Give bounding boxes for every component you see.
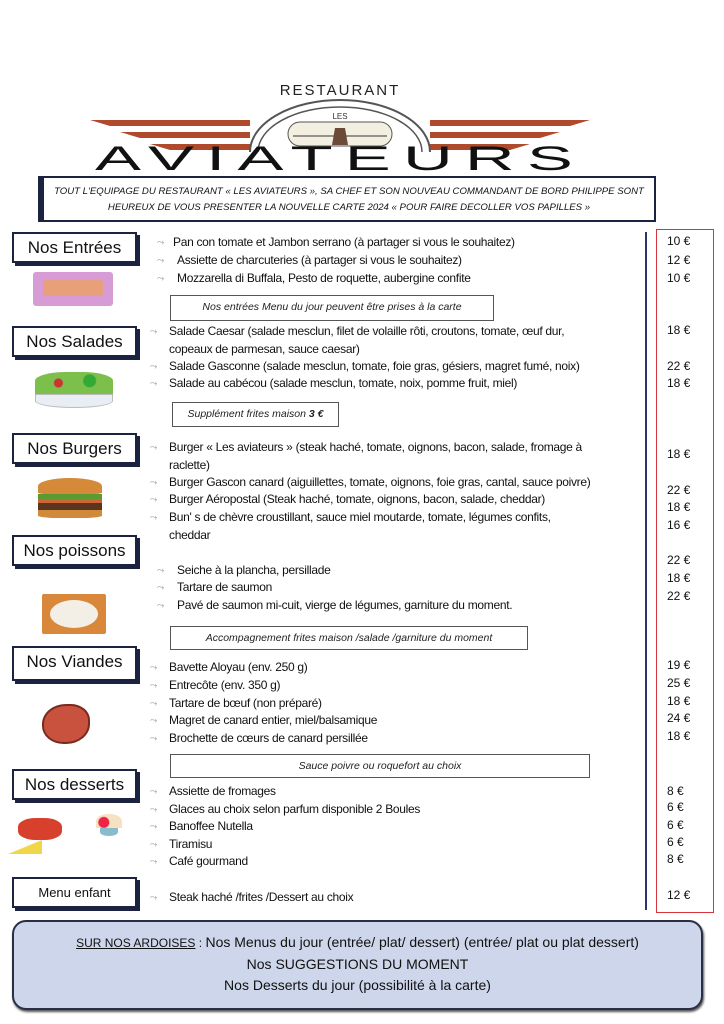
price: 22 €: [667, 589, 691, 603]
bullet-icon: ⤳: [150, 892, 158, 902]
price: 18 €: [667, 323, 691, 337]
section-title-burgers: Nos Burgers: [12, 433, 137, 464]
logo-les: LES: [332, 112, 348, 121]
note-text: Supplément frites maison: [187, 408, 306, 420]
bullet-icon: ⤳: [157, 255, 165, 265]
price: 25 €: [667, 676, 691, 690]
slate-line: Nos SUGGESTIONS DU MOMENT: [246, 956, 469, 972]
menu-item: Tiramisu: [169, 837, 213, 851]
menu-item: Pan con tomate et Jambon serrano (à partager si vous le souhaitez): [173, 235, 515, 249]
section-title-viandes: Nos Viandes: [12, 646, 137, 681]
bullet-icon: ⤳: [150, 821, 158, 831]
menu-item: Assiette de fromages: [169, 784, 276, 798]
ice-cream-icon: [92, 814, 126, 844]
price: 16 €: [667, 518, 691, 532]
menu-item: Pavé de saumon mi-cuit, vierge de légumes, garniture du moment.: [177, 598, 513, 612]
bullet-icon: ⤳: [157, 600, 165, 610]
price: 18 €: [667, 571, 691, 585]
bullet-icon: ⤳: [150, 662, 158, 672]
bullet-icon: ⤳: [150, 477, 158, 487]
intro-line: HEUREUX DE VOUS PRESENTER LA NOUVELLE CARTE 2024 « POUR FAIRE DECOLLER VOS PAPILLES »: [107, 202, 591, 213]
bullet-icon: ⤳: [150, 512, 158, 522]
bullet-icon: ⤳: [157, 565, 165, 575]
bullet-icon: ⤳: [150, 361, 158, 371]
menu-item: Café gourmand: [169, 854, 248, 868]
price: 6 €: [667, 835, 684, 849]
bullet-icon: ⤳: [150, 839, 158, 849]
bullet-icon: ⤳: [150, 804, 158, 814]
section-title-entrees: Nos Entrées: [12, 232, 137, 263]
section-title-salades: Nos Salades: [12, 326, 137, 357]
divider-line: [645, 232, 647, 910]
menu-item: Salade Gasconne (salade mesclun, tomate, foie gras, gésiers, magret fumé, noix): [169, 359, 580, 373]
price: 8 €: [667, 784, 684, 798]
salad-photo: [35, 368, 113, 408]
price: 8 €: [667, 852, 684, 866]
menu-item: Burger Aéropostal (Steak haché, tomate, oignons, bacon, salade, cheddar): [169, 492, 545, 506]
entrees-note: Nos entrées Menu du jour peuvent être prises à la carte: [170, 295, 494, 321]
entree-photo: [33, 272, 113, 306]
bullet-icon: ⤳: [157, 237, 165, 247]
menu-item: Brochette de cœurs de canard persillée: [169, 731, 368, 745]
menu-item: Salade Caesar (salade mesclun, filet de volaille rôti, croutons, tomate, œuf dur,: [169, 324, 565, 338]
bullet-icon: ⤳: [150, 715, 158, 725]
price: 18 €: [667, 500, 691, 514]
price: 12 €: [667, 888, 691, 902]
slate-info-box: SUR NOS ARDOISES : Nos Menus du jour (entrée/ plat/ dessert) (entrée/ plat ou plat dessert) Nos SUGGESTIONS DU MOMENT Nos Desserts du jour (possibilité à la carte): [12, 920, 703, 1010]
viandes-note: Sauce poivre ou roquefort au choix: [170, 754, 590, 778]
bullet-icon: ⤳: [150, 698, 158, 708]
price: 18 €: [667, 729, 691, 743]
menu-item: Burger « Les aviateurs » (steak haché, tomate, oignons, bacon, salade, fromage à: [169, 440, 582, 454]
menu-item: Steak haché /frites /Dessert au choix: [169, 890, 354, 904]
price: 6 €: [667, 800, 684, 814]
price: 18 €: [667, 376, 691, 390]
bullet-icon: ⤳: [150, 326, 158, 336]
bullet-icon: ⤳: [150, 786, 158, 796]
menu-item-continued: cheddar: [169, 528, 211, 542]
bullet-icon: ⤳: [150, 494, 158, 504]
price: 18 €: [667, 694, 691, 708]
burger-photo: [38, 478, 102, 520]
price: 24 €: [667, 711, 691, 725]
price: 10 €: [667, 271, 691, 285]
menu-item: Magret de canard entier, miel/balsamique: [169, 713, 378, 727]
price: 22 €: [667, 359, 691, 373]
menu-item: Salade au cabécou (salade mesclun, tomate, noix, pomme fruit, miel): [169, 376, 518, 390]
menu-item: Glaces au choix selon parfum disponible 2 Boules: [169, 802, 421, 816]
logo-aviateurs: AVIATEURS: [95, 140, 585, 172]
price: 19 €: [667, 658, 691, 672]
price: 18 €: [667, 447, 691, 461]
bullet-icon: ⤳: [150, 680, 158, 690]
menu-item: Mozzarella di Buffala, Pesto de roquette, aubergine confite: [177, 271, 471, 285]
price: 12 €: [667, 253, 691, 267]
restaurant-logo: [90, 80, 590, 172]
bullet-icon: ⤳: [150, 442, 158, 452]
section-title-enfant: Menu enfant: [12, 877, 137, 908]
section-title-desserts: Nos desserts: [12, 769, 137, 800]
menu-item-continued: raclette): [169, 458, 210, 472]
menu-item: Seiche à la plancha, persillade: [177, 563, 331, 577]
poissons-note: Accompagnement frites maison /salade /garniture du moment: [170, 626, 528, 650]
bullet-icon: ⤳: [157, 273, 165, 283]
menu-item: Burger Gascon canard (aiguillettes, tomate, oignons, foie gras, cantal, sauce poivre): [169, 475, 591, 489]
menu-item-continued: copeaux de parmesan, sauce caesar): [169, 342, 360, 356]
menu-item: Tartare de saumon: [177, 580, 272, 594]
bullet-icon: ⤳: [150, 378, 158, 388]
bullet-icon: ⤳: [157, 582, 165, 592]
meat-icon: [42, 704, 104, 752]
price: 10 €: [667, 234, 691, 248]
cheese-icon: [8, 818, 78, 854]
menu-item: Tartare de bœuf (non préparé): [169, 696, 322, 710]
menu-item: Bavette Aloyau (env. 250 g): [169, 660, 308, 674]
menu-item: Assiette de charcuteries (à partager si vous le souhaitez): [177, 253, 462, 267]
section-title-poissons: Nos poissons: [12, 535, 137, 566]
bullet-icon: ⤳: [150, 856, 158, 866]
slate-line: Nos Menus du jour (entrée/ plat/ dessert) (entrée/ plat ou plat dessert): [205, 934, 639, 950]
intro-line: TOUT L'EQUIPAGE DU RESTAURANT « LES AVIATEURS », SA CHEF ET SON NOUVEAU COMMANDANT DE BORD PHILIPPE SONT: [54, 186, 644, 197]
bullet-icon: ⤳: [150, 733, 158, 743]
slate-label: SUR NOS ARDOISES: [76, 936, 196, 950]
price: 22 €: [667, 483, 691, 497]
menu-item: Banoffee Nutella: [169, 819, 253, 833]
menu-item: Entrecôte (env. 350 g): [169, 678, 281, 692]
salades-note: [172, 402, 339, 427]
menu-item: Bun' s de chèvre croustillant, sauce miel moutarde, tomate, légumes confits,: [169, 510, 551, 524]
slate-line: Nos Desserts du jour (possibilité à la carte): [224, 977, 491, 993]
intro-banner: [42, 176, 656, 222]
fish-photo: [42, 594, 106, 634]
price: 6 €: [667, 818, 684, 832]
logo-restaurant: RESTAURANT: [279, 82, 401, 99]
price: 22 €: [667, 553, 691, 567]
note-price: 3 €: [308, 408, 324, 420]
